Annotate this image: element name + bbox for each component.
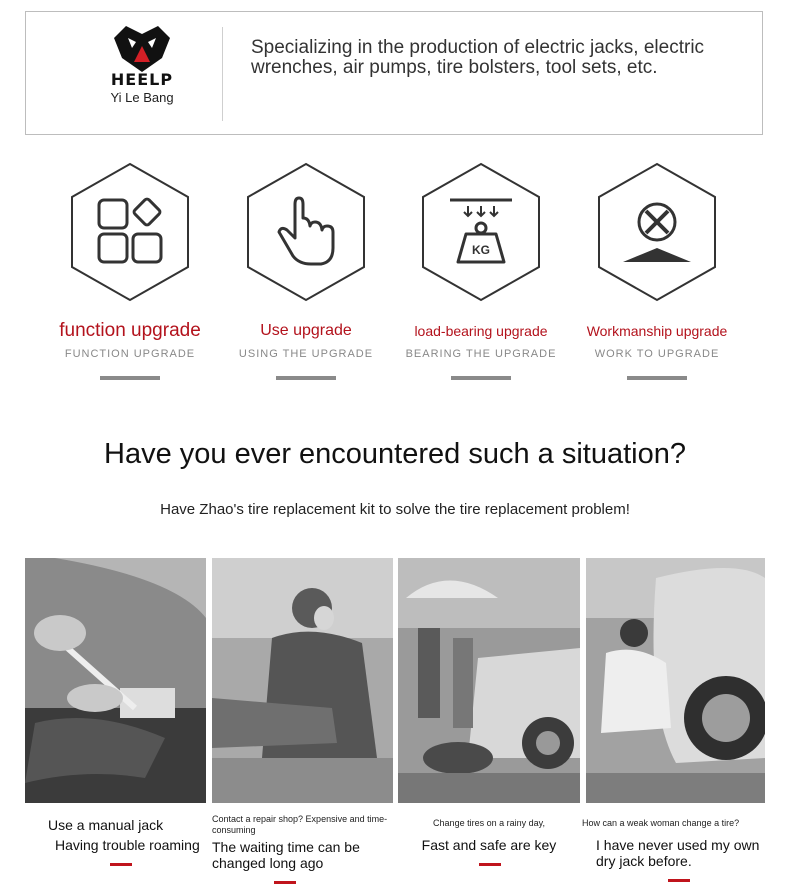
caption-main: The waiting time can be changed long ago xyxy=(212,839,360,871)
feature-subtitle: BEARING THE UPGRADE xyxy=(405,348,557,360)
caption-main: Fast and safe are key xyxy=(421,837,557,853)
feature-load-bearing-upgrade xyxy=(393,162,569,380)
photo-rainy-day xyxy=(398,558,580,803)
brand-header xyxy=(25,11,763,135)
feature-workmanship-upgrade xyxy=(569,162,745,380)
feature-underline xyxy=(276,376,336,380)
photo-phone-call xyxy=(212,558,393,803)
feature-title: Workmanship upgrade xyxy=(586,323,728,339)
feature-title: load-bearing upgrade xyxy=(414,323,548,339)
feature-title: function upgrade xyxy=(59,320,201,341)
section-subline: Have Zhao's tire replacement kit to solve the tire replacement problem! xyxy=(160,501,630,518)
photo-manual-jack xyxy=(25,558,206,803)
feature-title: Use upgrade xyxy=(260,322,352,339)
feature-underline xyxy=(451,376,511,380)
header-divider xyxy=(222,27,223,121)
feature-subtitle: WORK TO UPGRADE xyxy=(594,348,720,360)
caption-repair-shop xyxy=(212,814,392,889)
caption-accent-mark xyxy=(479,863,501,866)
caption-accent-mark xyxy=(274,881,296,884)
wolf-logo-icon xyxy=(110,24,174,74)
caption-intro: Change tires on a rainy day, xyxy=(433,818,545,828)
feature-underline xyxy=(627,376,687,380)
caption-main: I have never used my own dry jack before. xyxy=(596,837,760,869)
feature-underline xyxy=(100,376,160,380)
caption-manual-jack xyxy=(48,817,208,871)
brand-logo xyxy=(92,24,192,124)
caption-weak-woman xyxy=(582,818,772,887)
weight-kg-icon xyxy=(420,162,542,302)
brand-subtitle: Yi Le Bang xyxy=(110,90,174,105)
feature-use-upgrade xyxy=(218,162,394,380)
caption-intro: Contact a repair shop? Expensive and time-consuming xyxy=(212,814,388,835)
section-headline: Have you ever encountered such a situation? xyxy=(104,438,686,470)
caption-accent-mark xyxy=(110,863,132,866)
caption-accent-mark xyxy=(668,879,690,882)
caption-rainy-day xyxy=(398,818,580,871)
caption-intro: Use a manual jack xyxy=(48,817,164,833)
photo-woman-tire xyxy=(586,558,765,803)
brand-name: HEELP xyxy=(110,70,174,89)
hand-pointer-icon xyxy=(245,162,367,302)
app-grid-icon xyxy=(69,162,191,302)
feature-subtitle: USING THE UPGRADE xyxy=(238,348,374,360)
svg-text:KG: KG xyxy=(472,243,490,257)
caption-intro: How can a weak woman change a tire? xyxy=(582,818,740,828)
caption-main: Having trouble roaming xyxy=(55,837,200,853)
tools-icon xyxy=(596,162,718,302)
feature-function-upgrade xyxy=(42,162,218,380)
feature-subtitle: FUNCTION UPGRADE xyxy=(64,348,196,360)
company-tagline: Specializing in the production of electric jacks, electric wrenches, air pumps, tire bolsters, tool sets, etc. xyxy=(251,37,705,78)
